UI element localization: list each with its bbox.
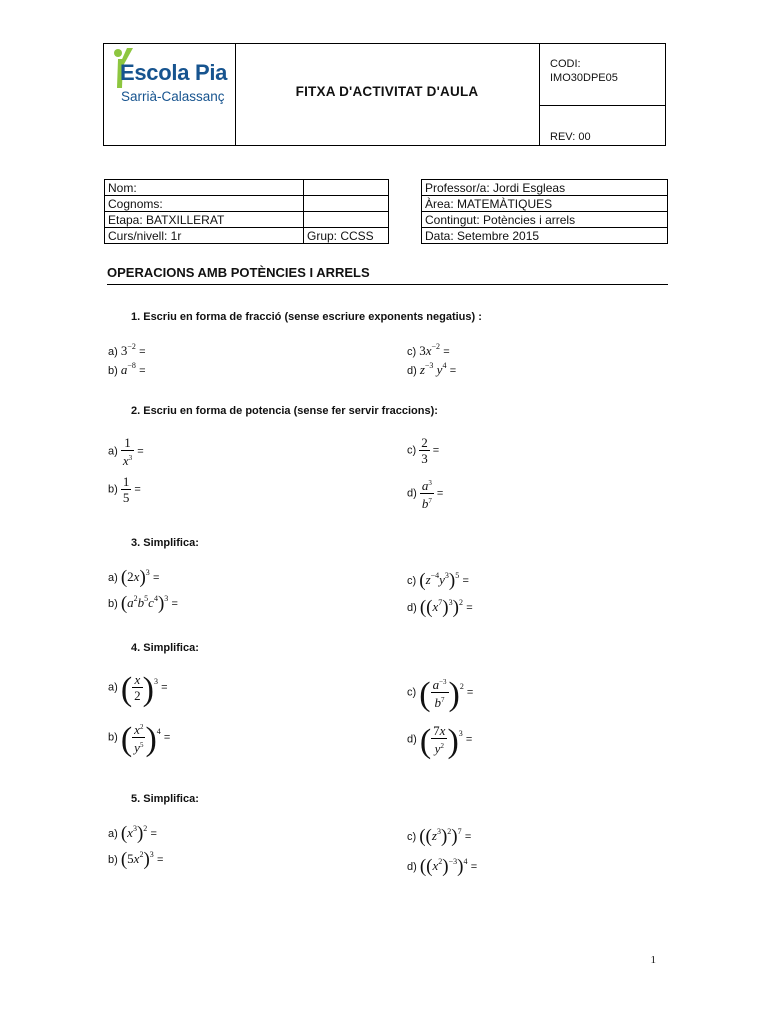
item-label: c): [407, 831, 417, 843]
table-cell: Etapa: BATXILLERAT: [105, 212, 304, 228]
equals-sign: =: [466, 686, 474, 699]
equals-sign: =: [171, 598, 178, 610]
item-label: c): [407, 575, 417, 587]
exercise-1b: b) $a^{-8}$ =: [108, 361, 146, 377]
exercise-2d: d) $\frac{a^3}{b^7}$ =: [407, 478, 444, 511]
item-label: b): [108, 365, 118, 377]
equals-sign: =: [465, 733, 473, 746]
equals-sign: =: [464, 831, 472, 843]
document-header: [103, 43, 666, 146]
teacher-info-table: [421, 179, 668, 244]
table-row: [105, 180, 389, 196]
equals-sign: =: [466, 602, 473, 614]
table-cell: Nom:: [105, 180, 304, 196]
item-label: d): [407, 861, 417, 873]
equals-sign: =: [443, 346, 450, 358]
exercise-1a: a) $3^{-2}$ =: [108, 342, 146, 358]
question-4-prompt: 4. Simplifica:: [131, 642, 199, 654]
table-row: [422, 212, 668, 228]
logo-wordmark: Escola Pia: [120, 60, 228, 85]
item-label: b): [108, 483, 118, 496]
item-label: d): [407, 733, 417, 746]
student-info-table: [104, 179, 389, 244]
equals-sign: =: [449, 365, 457, 377]
item-label: a): [108, 681, 118, 694]
question-2-prompt: 2. Escriu en forma de potencia (sense fer servir fraccions):: [131, 405, 438, 417]
item-label: a): [108, 828, 118, 840]
table-row: [422, 180, 668, 196]
code-value: IMO30DPE05: [550, 72, 618, 84]
exercise-3d: d) $((x^7)^3)^2$ =: [407, 597, 473, 618]
equals-sign: =: [150, 828, 157, 840]
equals-sign: =: [134, 483, 141, 496]
equals-sign: =: [432, 444, 440, 457]
exercise-2c: c) $\frac{2}{3}$ =: [407, 435, 440, 466]
equals-sign: =: [161, 681, 168, 694]
question-1-prompt: 1. Escriu en forma de fracció (sense escriure exponents negatius) :: [131, 311, 482, 323]
item-label: c): [407, 444, 417, 457]
exercise-3a: a) $(2x)^3$ =: [108, 567, 160, 588]
worksheet-title: FITXA D'ACTIVITAT D'AULA: [295, 84, 479, 99]
item-label: b): [108, 731, 118, 744]
exercise-4b: b) ( $\frac{x^2}{y^5}$ )$^4$ =: [108, 721, 171, 759]
table-row: [422, 228, 668, 244]
equals-sign: =: [153, 572, 160, 584]
question-5-prompt: 5. Simplifica:: [131, 793, 199, 805]
equals-sign: =: [470, 861, 478, 873]
exercise-5d: d) $((x^2)^{-3})^4$ =: [407, 856, 478, 877]
logo-subtitle: Sarrià-Calassanç: [121, 89, 225, 104]
item-label: c): [407, 346, 417, 358]
table-cell: Àrea: MATEMÀTIQUES: [422, 196, 668, 212]
table-cell: Cognoms:: [105, 196, 304, 212]
table-row: [105, 196, 389, 212]
exercise-5b: b) $(5x^2)^3$ =: [108, 849, 164, 870]
equals-sign: =: [139, 346, 146, 358]
exercise-4c: c) ( $\frac{a^{-3}}{b^7}$ )$^2$ =: [407, 676, 474, 714]
item-label: b): [108, 854, 118, 866]
table-row: [105, 212, 389, 228]
exercise-1d: d) $z^{-3}$ $y^4$ =: [407, 361, 457, 377]
code-label: CODI:: [550, 58, 581, 70]
exercise-5c: c) $((z^3)^2)^7$ =: [407, 826, 472, 847]
table-cell: Curs/nivell: 1r: [105, 228, 304, 244]
item-label: a): [108, 346, 118, 358]
table-cell: [304, 180, 389, 196]
exercise-3b: b) $(a^2b^5c^4)^3$ =: [108, 593, 178, 614]
item-label: a): [108, 572, 118, 584]
item-label: d): [407, 487, 417, 500]
exercise-5a: a) $(x^3)^2$ =: [108, 823, 157, 844]
equals-sign: =: [157, 854, 164, 866]
table-cell: [304, 196, 389, 212]
exercise-4d: d) ( $\frac{7x}{y^2}$ )$^3$ =: [407, 723, 473, 761]
exercise-4a: a) ( $\frac{x}{2}$ )$^3$ =: [108, 671, 168, 709]
item-label: a): [108, 445, 118, 458]
exercise-3c: c) $(z^{-4}y^3)^5$ =: [407, 570, 469, 591]
table-row: [105, 228, 389, 244]
table-cell: Professor/a: Jordi Esgleas: [422, 180, 668, 196]
question-3-prompt: 3. Simplifica:: [131, 537, 199, 549]
divider: [107, 284, 668, 285]
item-label: c): [407, 686, 417, 699]
item-label: d): [407, 602, 417, 614]
equals-sign: =: [139, 365, 146, 377]
document-code: [550, 57, 618, 85]
exercise-2a: a) $\frac{1}{x^3}$ =: [108, 435, 144, 468]
item-label: d): [407, 365, 417, 377]
equals-sign: =: [436, 487, 444, 500]
table-row: [422, 196, 668, 212]
table-cell: Data: Setembre 2015: [422, 228, 668, 244]
revision: REV: 00: [550, 131, 591, 143]
exercise-1c: c) $3x^{-2}$ =: [407, 342, 450, 358]
equals-sign: =: [163, 731, 171, 744]
item-label: b): [108, 598, 118, 610]
equals-sign: =: [137, 445, 144, 458]
table-cell: Contingut: Potències i arrels: [422, 212, 668, 228]
table-cell: Grup: CCSS: [304, 228, 389, 244]
exercise-2b: b) $\frac{1}{5}$ =: [108, 474, 141, 505]
page-number: 1: [650, 954, 656, 966]
table-cell: [304, 212, 389, 228]
section-title: OPERACIONS AMB POTÈNCIES I ARRELS: [107, 265, 370, 280]
equals-sign: =: [462, 575, 469, 587]
